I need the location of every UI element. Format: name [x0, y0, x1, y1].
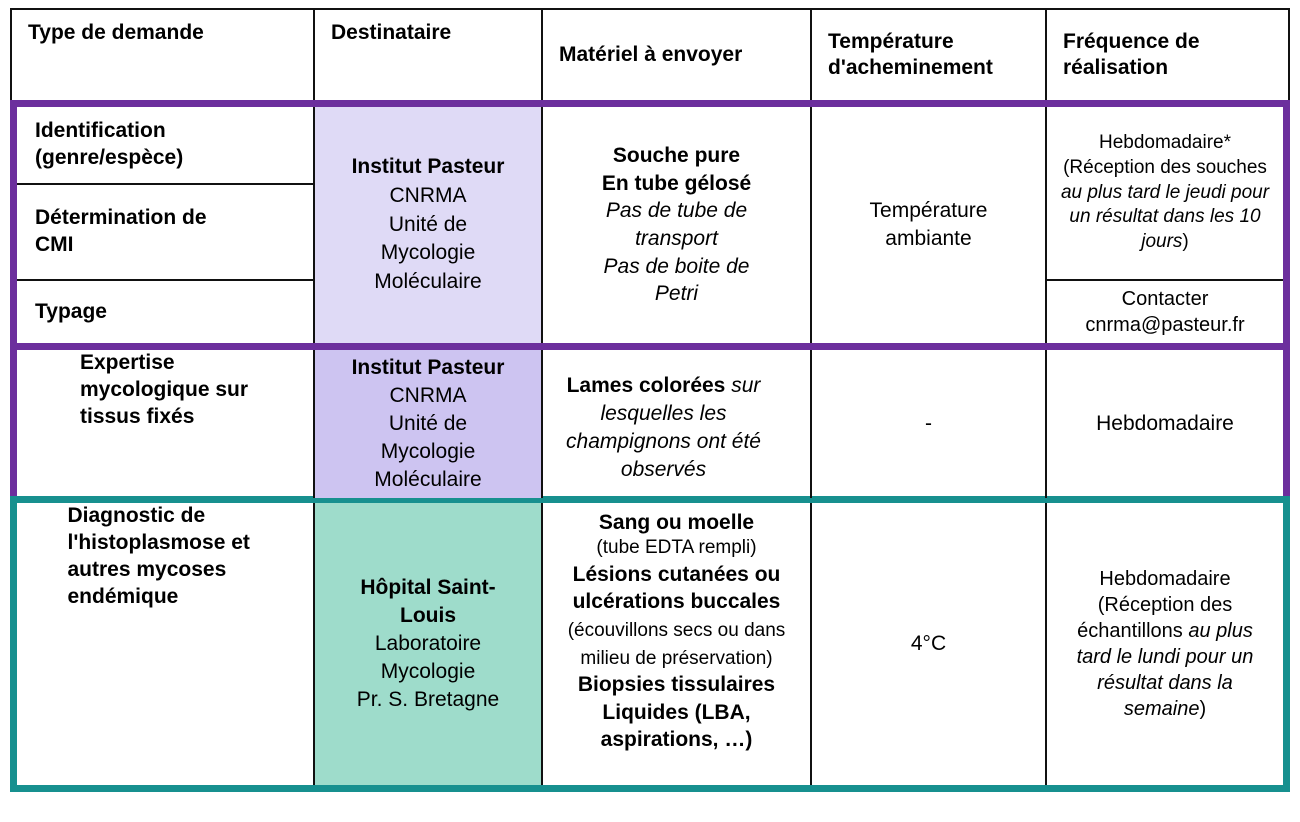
type-cmi-label: Détermination de CMI — [35, 206, 207, 256]
materiel-tube-edta: (tube EDTA rempli) — [596, 537, 757, 559]
cell-type-identification — [17, 107, 313, 185]
destinataire-institut-pasteur-2: Institut Pasteur — [351, 356, 505, 379]
type-typage-label: Typage — [35, 299, 107, 323]
materiel-ecouvillons: (écouvillons secs ou dans milieu de préservation) — [567, 619, 786, 669]
frequence-pre-3: (Réception des échantillons — [1077, 594, 1233, 642]
cell-frequence-hebdomadaire-3 — [1045, 503, 1283, 785]
materiel-lesions — [547, 561, 806, 671]
cell-destinataire-saint-louis — [313, 503, 541, 785]
cell-temperature-4c — [810, 503, 1045, 785]
row-group-histoplasmose — [10, 496, 1290, 792]
destinataire-mycologie-3: Mycologie — [380, 659, 476, 683]
materiel-lames-colorees: Lames colorées — [566, 374, 726, 398]
temperature-ambiante-label: Température ambiante — [869, 199, 988, 250]
cell-materiel-souche — [541, 107, 810, 343]
frequence-label-2: Hebdomadaire — [1096, 411, 1234, 435]
destinataire-institut-pasteur: Institut Pasteur — [351, 154, 505, 178]
materiel-liquides: Liquides (LBA, aspirations, …) — [600, 700, 753, 751]
materiel-souche-pure: Souche pure — [612, 143, 741, 167]
cell-materiel-prelevements — [541, 503, 810, 785]
header-materiel-a-envoyer: Matériel à envoyer — [541, 10, 810, 100]
destinataire-hopital: Hôpital Saint-Louis — [360, 576, 496, 628]
destinataire-unite: Unité de — [388, 212, 468, 236]
cell-frequence-hebdomadaire-1 — [1047, 107, 1283, 281]
contact-label: Contacter — [1121, 288, 1209, 310]
materiel-tube-gelose: En tube gélosé — [601, 171, 752, 195]
frequence-title-1: Hebdomadaire* — [1098, 132, 1232, 154]
header-destinataire: Destinataire — [313, 10, 541, 100]
type-expertise-label: Expertise mycologique sur tissus fixés — [80, 351, 249, 428]
frequence-title-3: Hebdomadaire — [1099, 568, 1231, 590]
cell-type-typage — [17, 281, 313, 343]
cell-frequence-hebdomadaire-2 — [1045, 350, 1283, 498]
shipping-instructions-table — [10, 8, 1290, 792]
row-group-expertise — [10, 350, 1290, 496]
frequence-pre-1: (Réception des souches — [1063, 156, 1267, 178]
contact-email: cnrma@pasteur.fr — [1085, 314, 1245, 336]
cell-type-expertise — [17, 350, 313, 498]
materiel-pas-tube-transport: Pas de tube de transport — [605, 199, 748, 250]
cell-destinataire-pasteur-1 — [313, 107, 541, 343]
cell-temperature-dash — [810, 350, 1045, 498]
cell-destinataire-pasteur-2 — [313, 350, 541, 498]
destinataire-cnrma-2: CNRMA — [389, 383, 467, 407]
frequence-reception-echantillons — [1063, 592, 1268, 722]
materiel-lesions-bold: Lésions cutanées ou ulcérations buccales — [572, 562, 781, 614]
destinataire-cnrma: CNRMA — [389, 183, 467, 207]
cell-materiel-lames — [541, 350, 810, 498]
cell-contact-cnrma — [1047, 281, 1283, 343]
destinataire-laboratoire: Laboratoire — [374, 632, 482, 656]
frequence-reception-souches — [1055, 156, 1275, 255]
destinataire-mycologie: Mycologie — [380, 241, 476, 265]
column-type-group1 — [17, 107, 313, 343]
destinataire-bretagne: Pr. S. Bretagne — [356, 687, 500, 711]
row-group-identification — [10, 100, 1290, 350]
destinataire-moleculaire-2: Moléculaire — [374, 467, 482, 491]
frequence-delai-1: au plus tard le jeudi pour un résultat dans les 10 jours — [1060, 181, 1270, 253]
materiel-pas-boite-petri: Pas de boite de Petri — [603, 254, 750, 306]
destinataire-mycologie-2: Mycologie — [380, 439, 476, 463]
frequence-delai-3: au plus tard le lundi pour un résultat dans la semaine — [1076, 620, 1254, 720]
temperature-4c-label: 4°C — [910, 632, 947, 656]
cell-type-histoplasmose — [17, 503, 313, 785]
materiel-sang-moelle: Sang ou moelle — [598, 511, 755, 534]
cell-type-determination-cmi — [17, 185, 313, 281]
header-type-de-demande: Type de demande — [28, 21, 204, 44]
type-identification-label: Identification (genre/espèce) — [35, 119, 184, 169]
materiel-lames-detail: sur lesquelles les champignons ont été observés — [566, 374, 761, 481]
header-temperature-acheminement: Température d'acheminement — [810, 10, 1045, 100]
frequence-post-1: ) — [1182, 231, 1189, 253]
frequence-post-3: ) — [1199, 698, 1207, 720]
destinataire-moleculaire: Moléculaire — [374, 270, 482, 294]
table-header-row — [10, 8, 1290, 100]
destinataire-unite-2: Unité de — [388, 411, 468, 435]
temperature-dash-label: - — [925, 411, 932, 435]
materiel-biopsies: Biopsies tissulaires — [577, 673, 776, 697]
column-frequence-group1 — [1045, 107, 1283, 343]
cell-temperature-ambiante — [810, 107, 1045, 343]
type-histoplasmose-label: Diagnostic de l'histoplasmose et autres mycoses endémique — [67, 504, 250, 608]
materiel-lames-text — [551, 372, 776, 483]
header-frequence-realisation: Fréquence de réalisation — [1045, 10, 1288, 100]
